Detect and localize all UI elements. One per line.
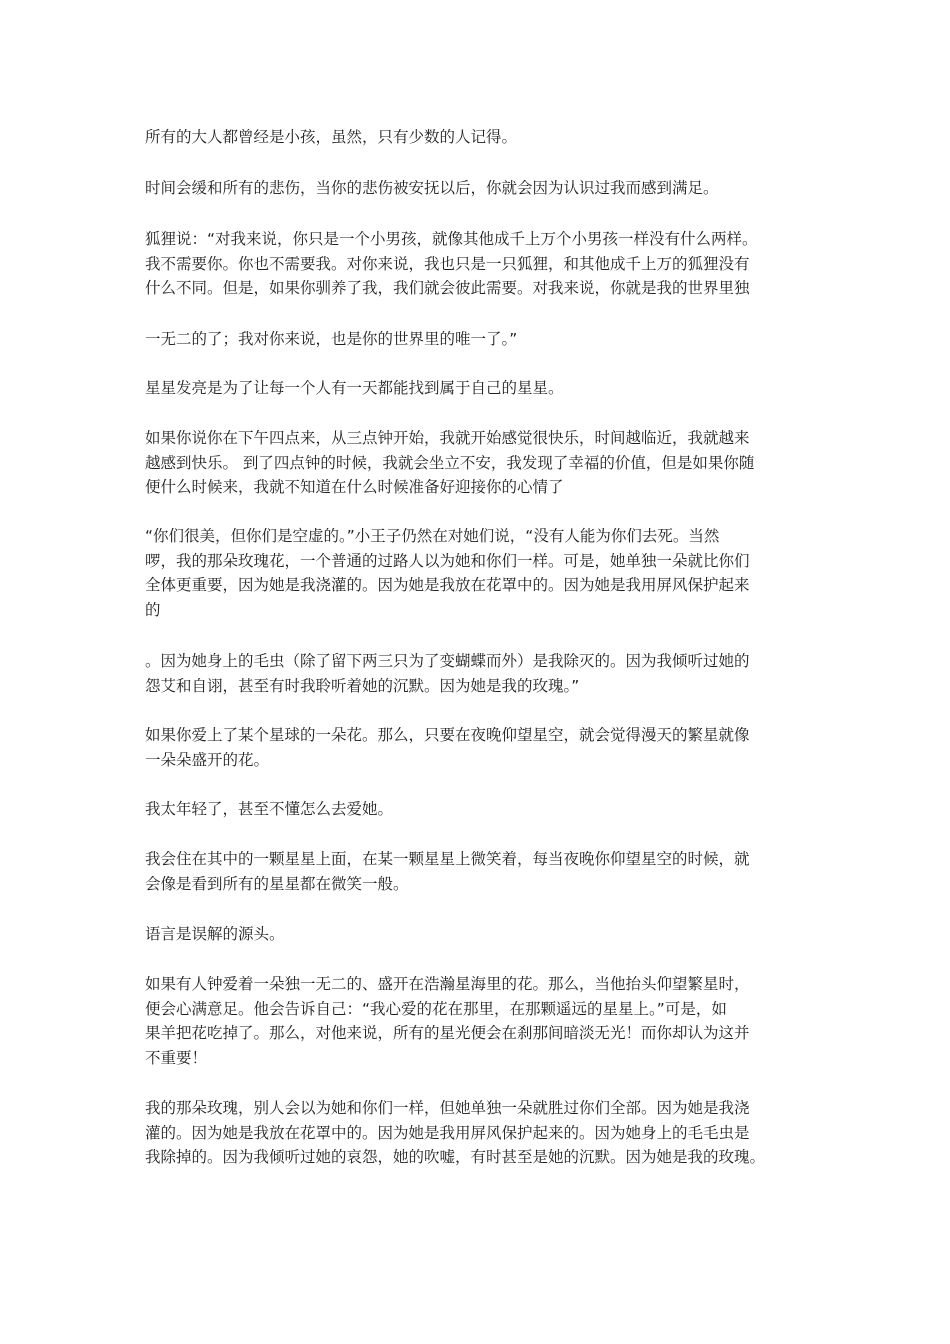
text-line: 不重要！: [145, 1048, 208, 1067]
paragraph: [145, 227, 825, 301]
paragraph: [145, 723, 825, 772]
text-line: 灌的。因为她是我放在花罩中的。因为她是我用屏风保护起来的。因为她身上的毛毛虫是: [145, 1123, 750, 1142]
text-line: 全体更重要，因为她是我浇灌的。因为她是我放在花罩中的。因为她是我用屏风保护起来: [145, 576, 750, 594]
text-line: 星星发亮是为了让每一个人有一天都能找到属于自己的星星。: [145, 379, 564, 397]
text-line: 我不需要你。你也不需要我。对你来说，我也只是一只狐狸，和其他成千上万的狐狸没有: [145, 254, 750, 273]
text-line: “你们很美，但你们是空虚的。”小王子仍然在对她们说，“没有人能为你们去死。当然: [145, 527, 720, 545]
text-line: 如果你说你在下午四点来，从三点钟开始，我就开始感觉很快乐，时间越临近，我就越来: [145, 429, 750, 447]
paragraph: [145, 649, 825, 698]
paragraph: [145, 376, 825, 401]
text-line: 时间会缓和所有的悲伤，当你的悲伤被安抚以后，你就会因为认识过我而感到满足。: [145, 179, 719, 197]
text-line: 果羊把花吃掉了。那么，对他来说，所有的星光便会在刹那间暗淡无光！而你却认为这并: [145, 1024, 750, 1042]
paragraph: [145, 524, 825, 622]
paragraph: [145, 125, 825, 150]
text-line: 的: [145, 600, 161, 619]
text-line: 一无二的了；我对你来说，也是你的世界里的唯一了。”: [145, 330, 518, 348]
paragraph: [145, 426, 825, 500]
paragraph: [145, 797, 825, 822]
text-line: 我除掉的。因为我倾听过她的哀怨，她的吹嘘，有时甚至是她的沉默。因为她是我的玫瑰。: [145, 1148, 766, 1166]
text-line: 我太年轻了，甚至不懂怎么去爱她。: [145, 800, 394, 818]
text-line: 所有的大人都曾经是小孩，虽然，只有少数的人记得。: [145, 128, 518, 146]
text-line: 我会住在其中的一颗星星上面，在某一颗星星上微笑着，每当夜晚你仰望星空的时候，就: [145, 850, 750, 868]
paragraph: [145, 922, 825, 947]
paragraph: [145, 176, 825, 201]
paragraph: [145, 327, 825, 352]
text-line: 如果有人钟爱着一朵独一无二的、盛开在浩瀚星海里的花。那么，当他抬头仰望繁星时，: [145, 975, 750, 993]
text-line: 我的那朵玫瑰，别人会以为她和你们一样，但她单独一朵就胜过你们全部。因为她是我浇: [145, 1099, 750, 1117]
text-line: 一朵朵盛开的花。: [145, 750, 270, 769]
text-line: 狐狸说：“对我来说，你只是一个小男孩，就像其他成千上万个小男孩一样没有什么两样。: [145, 230, 758, 248]
paragraph: [145, 847, 825, 896]
text-line: 越感到快乐。 到了四点钟的时候，我就会坐立不安，我发现了幸福的价值，但是如果你随: [145, 453, 755, 472]
text-line: 。因为她身上的毛虫（除了留下两三只为了变蝴蝶而外）是我除灭的。因为我倾听过她的: [145, 652, 750, 670]
text-line: 怨艾和自诩，甚至有时我聆听着她的沉默。因为她是我的玫瑰。”: [145, 676, 580, 695]
text-line: 便什么时候来，我就不知道在什么时候准备好迎接你的心情了: [145, 478, 564, 496]
text-line: 啰，我的那朵玫瑰花，一个普通的过路人以为她和你们一样。可是，她单独一朵就比你们: [145, 551, 750, 570]
text-line: 会像是看到所有的星星都在微笑一般。: [145, 874, 409, 893]
text-line: 语言是误解的源头。: [145, 925, 285, 943]
text-line: 如果你爱上了某个星球的一朵花。那么，只要在夜晚仰望星空，就会觉得漫天的繁星就像: [145, 726, 750, 744]
paragraph: [145, 972, 825, 1070]
paragraph: [145, 1096, 825, 1170]
text-line: 什么不同。但是，如果你驯养了我，我们就会彼此需要。对我来说，你就是我的世界里独: [145, 279, 750, 297]
text-line: 便会心满意足。他会告诉自己：“我心爱的花在那里，在那颗遥远的星星上。”可是，如: [145, 999, 727, 1018]
